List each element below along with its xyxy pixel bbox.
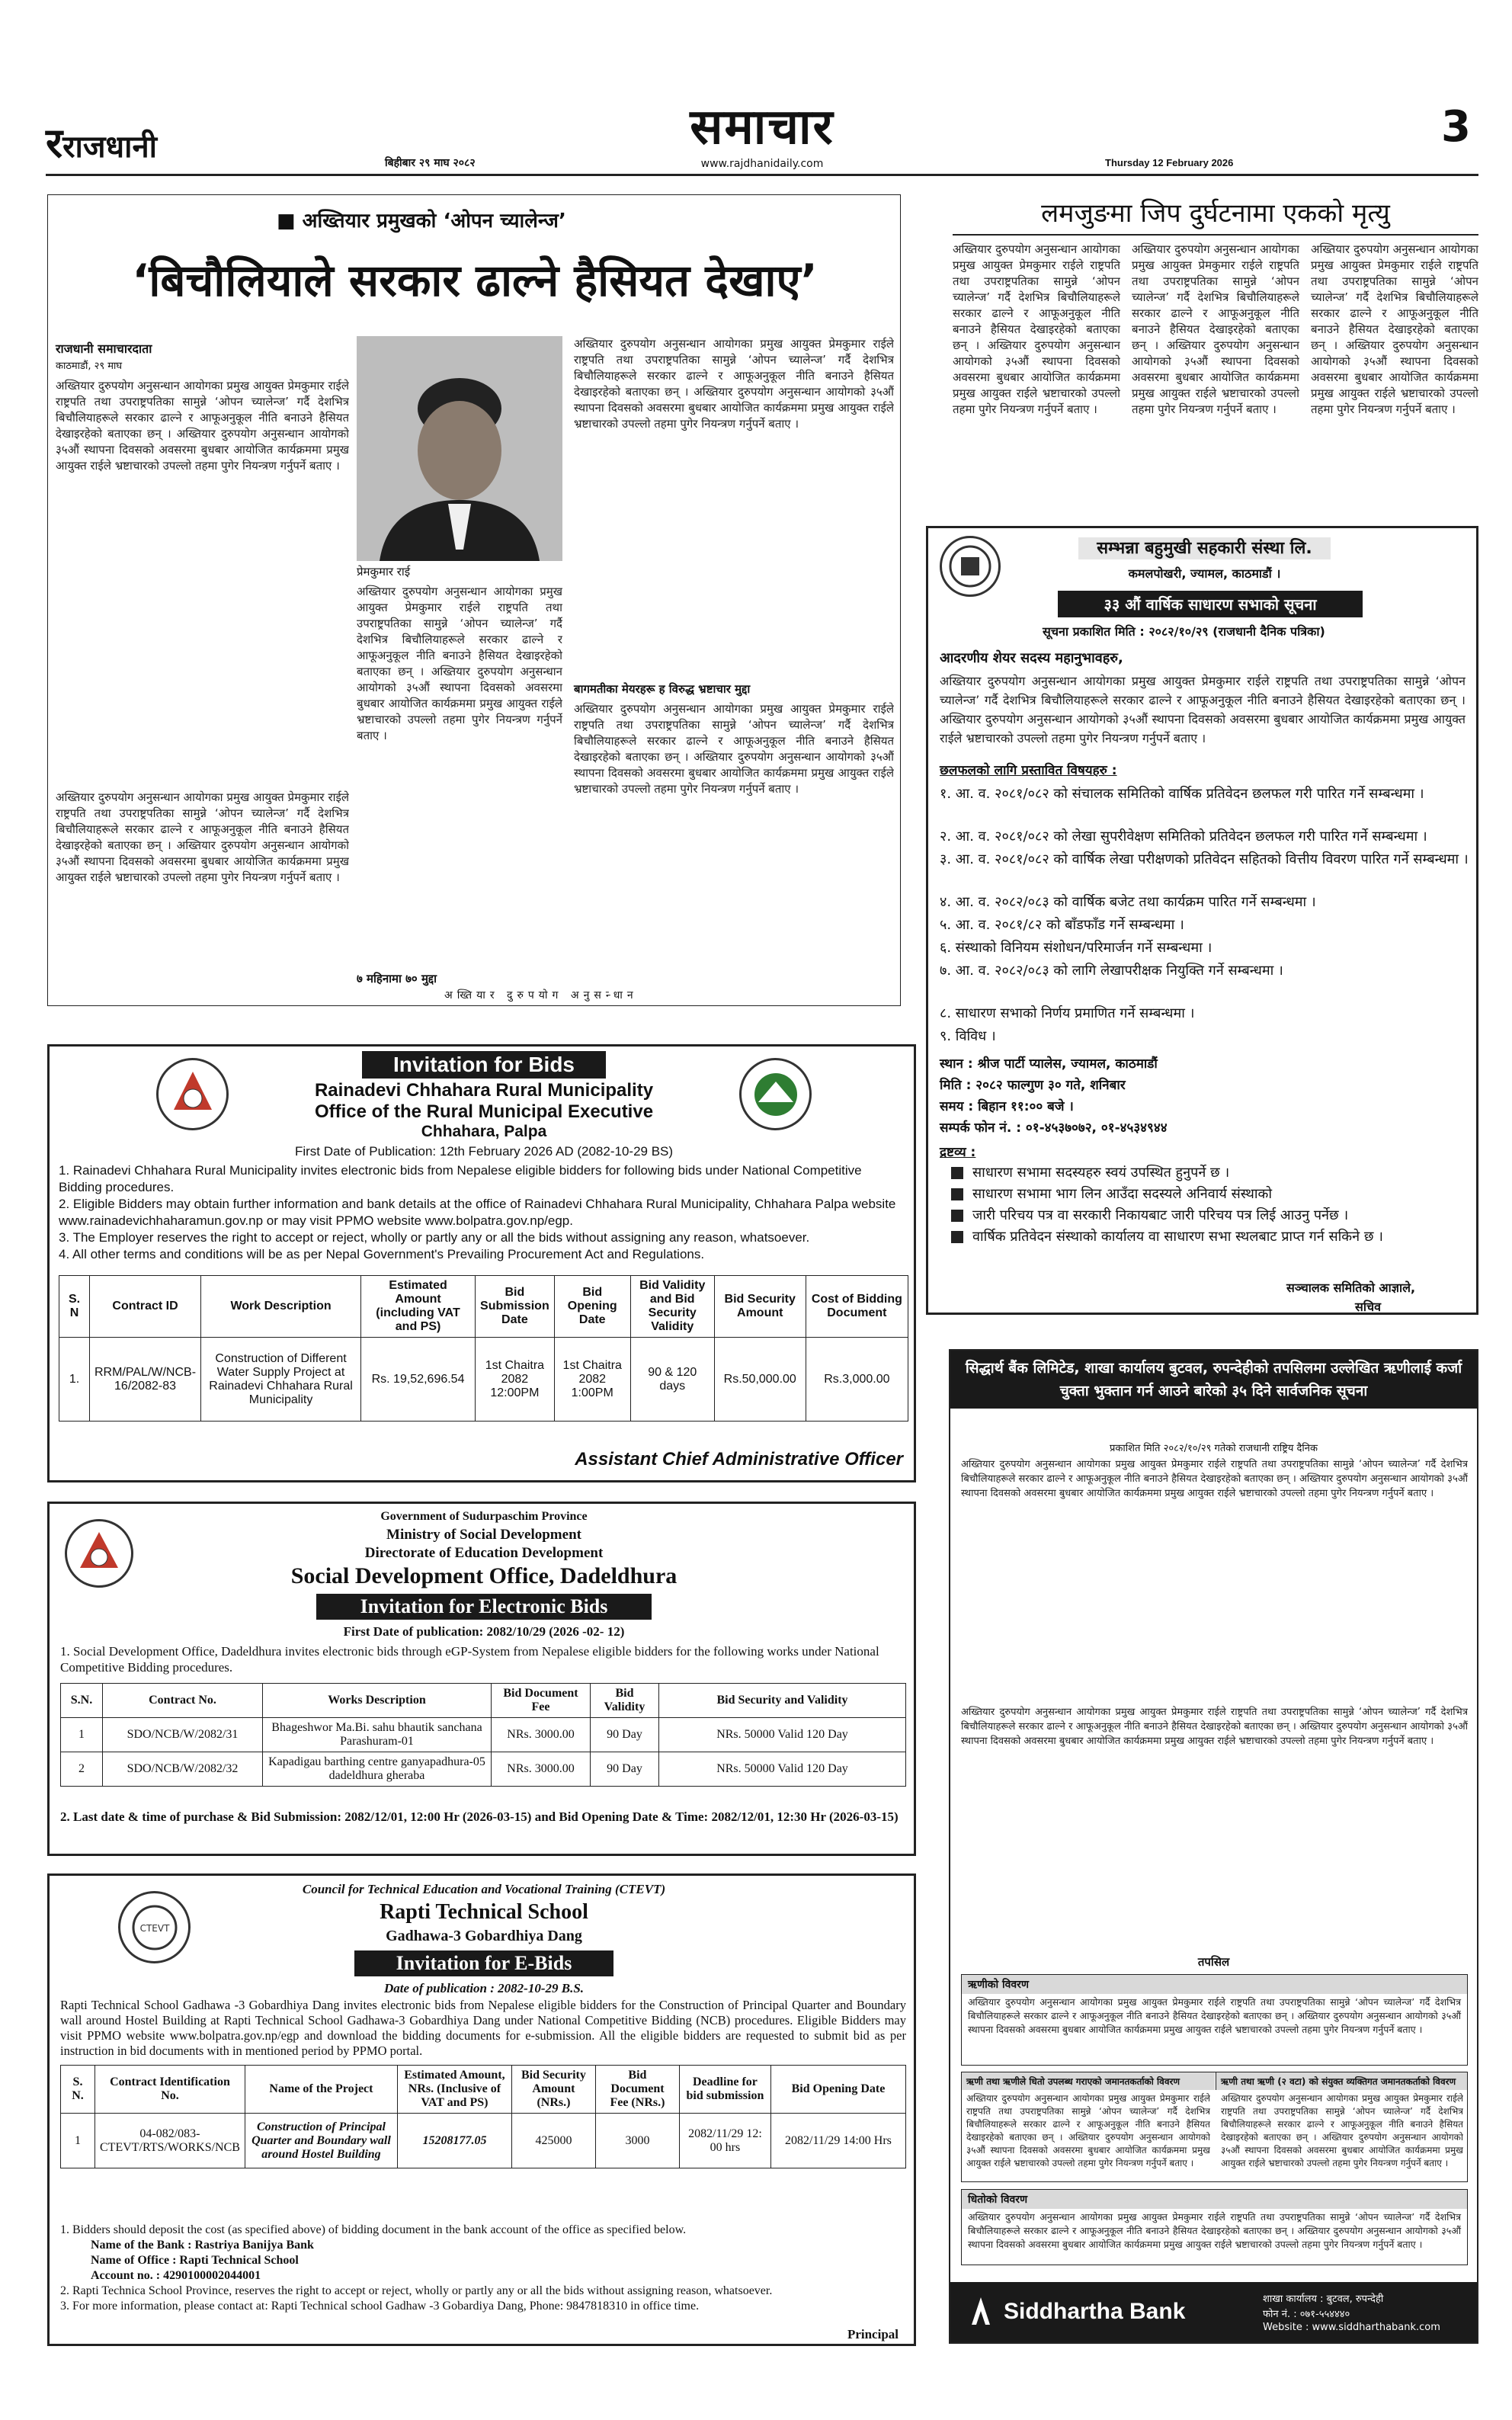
col-header: Cost of Bidding Document xyxy=(806,1276,908,1338)
bid3-intro: Rapti Technical School Gadhawa -3 Gobardhiya Dang invites electronic bids from Nepalese eligible bidders for the Construction of Principal Quarter and Boundary wall around Hostel Building at Rapti Technical School Gadhawa-3 Gobardhiya Dang under National Competitive Bidding (NCB) procedures. Eligible Bidders may visit PPMO website www.bolpatra.gov.np/egp and download the bidding documents for e-submission. All the eligible bidders are requested to submit bid as per instruction in bid documents with in mentioned period by PPMO portal. xyxy=(60,1998,906,2058)
bid1-heading: Invitation for Bids xyxy=(362,1051,606,1079)
photo-caption: प्रेमकुमार राई xyxy=(357,565,411,579)
bank-logo-text: Siddhartha Bank xyxy=(1004,2299,1186,2324)
cell: 90 Day xyxy=(591,1718,659,1752)
bank-body: अख्तियार दुरुपयोग अनुसन्धान आयोगका प्रमुख आयुक्त प्रेमकुमार राईले राष्ट्रपति तथा उपराष्ट्रपतिका सामुन्ने ‘ओपन च्यालेन्ज’ गर्दै देशभित्र बिचौलियाहरूले सरकार ढाल्ने र आफूअनुकूल नीति बनाउने हैसियत देखाइरहेको बताएका छन् । अख्तियार दुरुपयोग अनुसन्धान आयोगको ३५औं स्थापना दिवसको अवसरमा बुधबार आयोजित कार्यक्रममा प्रमुख आयुक्त राईले भ्रष्टाचारको उपल्लो तहमा पुगेर नियन्त्रण गर्नुपर्ने बताए । xyxy=(961,1459,1468,1499)
bid2-table-wrap xyxy=(60,1683,906,1787)
story-2 xyxy=(953,194,1478,499)
bank-sub2-left-body: अख्तियार दुरुपयोग अनुसन्धान आयोगका प्रमुख आयुक्त प्रेमकुमार राईले राष्ट्रपति तथा उपराष्ट्रपतिका सामुन्ने ‘ओपन च्यालेन्ज’ गर्दै देशभित्र बिचौलियाहरूले सरकार ढाल्ने र आफूअनुकूल नीति बनाउने हैसियत देखाइरहेको बताएका छन् । अख्तियार दुरुपयोग अनुसन्धान आयोगको ३५औं स्थापना दिवसको अवसरमा बुधबार आयोजित कार्यक्रममा प्रमुख आयुक्त राईले भ्रष्टाचारको उपल्लो तहमा पुगेर नियन्त्रण गर्नुपर्ने बताए । xyxy=(966,2093,1210,2168)
bank-sub2-left: ऋणी तथा ऋणीले धितो उपलब्ध गराएको जमानतकर्ताको विवरण xyxy=(962,2072,1215,2090)
bid3-address: Gadhawa-3 Gobardhiya Dang xyxy=(386,1928,582,1944)
coop-pub-date: सूचना प्रकाशित मिति : २०८२/१०/२९ (राजधानी दैनिक पत्रिका) xyxy=(1043,624,1325,639)
bid1-points xyxy=(59,1162,908,1263)
bid1-point: 3. The Employer reserves the right to accept or reject, wholly or partly any or all the bids without assigning any reason, whatsoever. xyxy=(59,1230,810,1245)
page-number: 3 xyxy=(1441,102,1471,152)
col-header: Work Description xyxy=(201,1276,361,1338)
bid3-table xyxy=(60,2065,906,2168)
date-en: Thursday 12 February 2026 xyxy=(1105,157,1234,168)
bank-sub2-right: ऋणी तथा ऋणी (२ वटा) को संयुक्त व्यक्तिगत जमानतकर्ताको विवरण xyxy=(1216,2072,1467,2090)
note-item: साधारण सभामा भाग लिन आउँदा सदस्यले अनिवार्य संस्थाको xyxy=(951,1184,1424,1205)
bullet-icon xyxy=(951,1210,963,1222)
agenda-item: ७. आ. व. २०८२/०८३ को लागि लेखापरीक्षक नियुक्ति गर्ने सम्बन्धमा । xyxy=(940,963,1283,979)
section-title: समाचार xyxy=(690,99,834,155)
col-header: Contract Identification No. xyxy=(95,2066,245,2114)
story1-col3b: अख्तियार दुरुपयोग अनुसन्धान आयोगका प्रमुख आयुक्त प्रेमकुमार राईले राष्ट्रपति तथा उपराष्ट्रपतिका सामुन्ने ‘ओपन च्यालेन्ज’ गर्दै देशभित्र बिचौलियाहरूले सरकार ढाल्ने र आफूअनुकूल नीति बनाउने हैसियत देखाइरहेको बताएका छन् । अख्तियार दुरुपयोग अनुसन्धान आयोगको ३५औं स्थापना दिवसको अवसरमा बुधबार आयोजित कार्यक्रममा प्रमुख आयुक्त राईले भ्रष्टाचारको उपल्लो तहमा पुगेर नियन्त्रण गर्नुपर्ने बताए । xyxy=(574,702,894,796)
coop-notes xyxy=(951,1162,1424,1248)
coop-signature-title: सचिव xyxy=(1355,1300,1382,1314)
col-header: Name of the Project xyxy=(245,2066,397,2114)
col-header: Estimated Amount (including VAT and PS) xyxy=(361,1276,476,1338)
coop-time: समय : बिहान ११:०० बजे । xyxy=(940,1099,1074,1114)
col-header: Deadline for bid submission xyxy=(679,2066,770,2114)
bid2-ministry: Ministry of Social Development xyxy=(386,1527,581,1543)
cell: NRs. 50000 Valid 120 Day xyxy=(659,1718,906,1752)
bid2-heading: Invitation for Electronic Bids xyxy=(316,1594,652,1620)
bank-sub3-body: अख्तियार दुरुपयोग अनुसन्धान आयोगका प्रमुख आयुक्त प्रेमकुमार राईले राष्ट्रपति तथा उपराष्ट्रपतिका सामुन्ने ‘ओपन च्यालेन्ज’ गर्दै देशभित्र बिचौलियाहरूले सरकार ढाल्ने र आफूअनुकूल नीति बनाउने हैसियत देखाइरहेको बताएका छन् । अख्तियार दुरुपयोग अनुसन्धान आयोगको ३५औं स्थापना दिवसको अवसरमा बुधबार आयोजित कार्यक्रममा प्रमुख आयुक्त राईले भ्रष्टाचारको उपल्लो तहमा पुगेर नियन्त्रण गर्नुपर्ने बताए । xyxy=(968,2211,1461,2250)
bank-section-title: तपसिल xyxy=(1197,1955,1230,1969)
bank-guarantor-box xyxy=(961,2072,1468,2182)
bullet-icon xyxy=(951,1188,963,1200)
bid3-signatory: Principal xyxy=(847,2327,899,2341)
bank-logo xyxy=(966,2294,996,2332)
agenda-item: २. आ. व. २०८१/०८२ को लेखा सुपरीवेक्षण समितिको प्रतिवेदन छलफल गरी पारित गर्ने सम्बन्धमा । xyxy=(940,829,1427,845)
coop-address: कमलपोखरी, ज्यामल, काठमाडौं । xyxy=(1128,566,1281,581)
col-header: S.N. xyxy=(61,1684,103,1718)
col-header: Bid Document Fee xyxy=(492,1684,591,1718)
table-row xyxy=(59,1338,908,1422)
cell: 2082/11/29 12: 00 hrs xyxy=(679,2114,770,2168)
bid3-council: Council for Technical Education and Vocational Training (CTEVT) xyxy=(302,1882,666,1896)
photo-prem-kumar-rai xyxy=(357,336,562,561)
cell: Rs.50,000.00 xyxy=(714,1338,806,1422)
col-header: Bid Opening Date xyxy=(770,2066,905,2114)
agenda-item: ८. साधारण सभाको निर्णय प्रमाणित गर्ने सम्बन्धमा । xyxy=(940,1005,1195,1021)
cell: 15208177.05 xyxy=(397,2114,511,2168)
person-photo-icon xyxy=(357,336,562,561)
agenda-item: ५. आ. व. २०८१/८२ को बाँडफाँड गर्ने सम्बन्धमा । xyxy=(940,917,1184,933)
kicker: ■ अख्तियार प्रमुखको ‘ओपन च्यालेन्ज’ xyxy=(277,210,566,232)
col-header: Bid Security Amount (NRs.) xyxy=(511,2066,595,2114)
col-header: Bid Security Amount xyxy=(714,1276,806,1338)
story2-col1: अख्तियार दुरुपयोग अनुसन्धान आयोगका प्रमुख आयुक्त प्रेमकुमार राईले राष्ट्रपति तथा उपराष्ट्रपतिका सामुन्ने ‘ओपन च्यालेन्ज’ गर्दै देशभित्र बिचौलियाहरूले सरकार ढाल्ने र आफूअनुकूल नीति बनाउने हैसियत देखाइरहेको बताएका छन् । अख्तियार दुरुपयोग अनुसन्धान आयोगको ३५औं स्थापना दिवसको अवसरमा बुधबार आयोजित कार्यक्रममा प्रमुख आयुक्त राईले भ्रष्टाचारको उपल्लो तहमा पुगेर नियन्त्रण गर्नुपर्ने बताए । xyxy=(953,242,1120,416)
story1-col1: अख्तियार दुरुपयोग अनुसन्धान आयोगका प्रमुख आयुक्त प्रेमकुमार राईले राष्ट्रपति तथा उपराष्ट्रपतिका सामुन्ने ‘ओपन च्यालेन्ज’ गर्दै देशभित्र बिचौलियाहरूले सरकार ढाल्ने र आफूअनुकूल नीति बनाउने हैसियत देखाइरहेको बताएका छन् । अख्तियार दुरुपयोग अनुसन्धान आयोगको ३५औं स्थापना दिवसको अवसरमा बुधबार आयोजित कार्यक्रममा प्रमुख आयुक्त राईले भ्रष्टाचारको उपल्लो तहमा पुगेर नियन्त्रण गर्नुपर्ने बताए । xyxy=(56,379,349,473)
cell: Rs.3,000.00 xyxy=(806,1338,908,1422)
cell: 1 xyxy=(61,1718,103,1752)
cell: Bhageshwor Ma.Bi. sahu bhautik sanchana Parashuram-01 xyxy=(263,1718,492,1752)
agenda-item: ९. विविध । xyxy=(940,1028,996,1044)
cell: Rs. 19,52,696.54 xyxy=(361,1338,476,1422)
bank-branch: शाखा कार्यालय : बुटवल, रुपन्देही xyxy=(1263,2293,1384,2305)
coop-notice xyxy=(926,526,1478,1315)
cell: Construction of Principal Quarter and Boundary wall around Hostel Building xyxy=(245,2114,397,2168)
bank-notice xyxy=(949,1349,1478,2344)
coop-org-name: सम्भन्ना बहुमुखी सहकारी संस्था लि. xyxy=(928,536,1481,559)
cell: 1. xyxy=(59,1338,90,1422)
footer-strip: अख्तियार दुरुपयोग अनुसन्धान xyxy=(444,989,638,1002)
bank-collateral-box xyxy=(961,2189,1468,2265)
cell: 2082/11/29 14:00 Hrs xyxy=(770,2114,905,2168)
col-header: Bid Document Fee (NRs.) xyxy=(595,2066,679,2114)
bid1-table-wrap xyxy=(59,1275,908,1422)
col-header: Bid Validity xyxy=(591,1684,659,1718)
bid2-pub-line: First Date of publication: 2082/10/29 (2026 -02- 12) xyxy=(343,1624,625,1639)
bid1-table xyxy=(59,1275,908,1422)
story1-col2: अख्तियार दुरुपयोग अनुसन्धान आयोगका प्रमुख आयुक्त प्रेमकुमार राईले राष्ट्रपति तथा उपराष्ट्रपतिका सामुन्ने ‘ओपन च्यालेन्ज’ गर्दै देशभित्र बिचौलियाहरूले सरकार ढाल्ने र आफूअनुकूल नीति बनाउने हैसियत देखाइरहेको बताएका छन् । अख्तियार दुरुपयोग अनुसन्धान आयोगको ३५औं स्थापना दिवसको अवसरमा बुधबार आयोजित कार्यक्रममा प्रमुख आयुक्त राईले भ्रष्टाचारको उपल्लो तहमा पुगेर नियन्त्रण गर्नुपर्ने बताए । xyxy=(357,585,562,742)
bid1-point: 4. All other terms and conditions will be as per Nepal Government's Prevailing Procurement Act and Regulations. xyxy=(59,1247,705,1261)
bid3-pub-line: Date of publication : 2082-10-29 B.S. xyxy=(383,1981,585,1995)
cell: NRs. 3000.00 xyxy=(492,1752,591,1787)
bank-sub3: धितोको विवरण xyxy=(962,2190,1467,2209)
bid3-note: Name of the Bank : Rastriya Banijya Bank xyxy=(91,2239,314,2252)
bank-website: Website : www.siddharthabank.com xyxy=(1263,2322,1440,2333)
bank-sub1: ऋणीको विवरण xyxy=(962,1975,1467,1994)
logo-mark-icon: र xyxy=(46,119,63,167)
cell: 1st Chaitra 2082 1:00PM xyxy=(554,1338,630,1422)
bid3-note: 2. Rapti Technica School Province, reserves the right to accept or reject, wholly or partly any or all the bids without assigning reason, whatsoever. xyxy=(60,2284,773,2297)
table-row xyxy=(61,1752,906,1787)
note-item: वार्षिक प्रतिवेदन संस्थाको कार्यालय वा साधारण सभा स्थलबाट प्राप्त गर्न सकिने छ । xyxy=(951,1226,1424,1248)
cell: SDO/NCB/W/2082/31 xyxy=(103,1718,263,1752)
bid-notice-rainadevi xyxy=(47,1044,916,1482)
cell: SDO/NCB/W/2082/32 xyxy=(103,1752,263,1787)
coop-venue: स्थान : श्रीज पार्टी प्यालेस, ज्यामल, काठमाडौं xyxy=(940,1056,1158,1072)
section-title-block xyxy=(625,91,899,170)
bank-footer xyxy=(950,2282,1477,2342)
bid3-note: Name of Office : Rapti Technical School xyxy=(91,2254,299,2267)
subhead-2: ७ महिनामा ७० मुद्दा xyxy=(357,972,437,986)
masthead xyxy=(46,91,1478,175)
cell: 2 xyxy=(61,1752,103,1787)
coop-salutation: आदरणीय शेयर सदस्य महानुभावहरु, xyxy=(940,650,1123,666)
byline: राजधानी समाचारदाता xyxy=(56,341,152,356)
coop-title: ३३ औं वार्षिक साधारण सभाको सूचना xyxy=(1058,591,1363,617)
bid3-note: Account no. : 4290100002044001 xyxy=(91,2269,261,2282)
bid2-gov: Government of Sudurpaschim Province xyxy=(380,1510,588,1523)
col-header: Bid Validity and Bid Security Validity xyxy=(630,1276,714,1338)
bank-sub1-body: अख्तियार दुरुपयोग अनुसन्धान आयोगका प्रमुख आयुक्त प्रेमकुमार राईले राष्ट्रपति तथा उपराष्ट्रपतिका सामुन्ने ‘ओपन च्यालेन्ज’ गर्दै देशभित्र बिचौलियाहरूले सरकार ढाल्ने र आफूअनुकूल नीति बनाउने हैसियत देखाइरहेको बताएका छन् । अख्तियार दुरुपयोग अनुसन्धान आयोगको ३५औं स्थापना दिवसको अवसरमा बुधबार आयोजित कार्यक्रममा प्रमुख आयुक्त राईले भ्रष्टाचारको उपल्लो तहमा पुगेर नियन्त्रण गर्नुपर्ने बताए । xyxy=(968,1996,1461,2035)
cell: NRs. 50000 Valid 120 Day xyxy=(659,1752,906,1787)
bid3-school: Rapti Technical School xyxy=(380,1900,588,1924)
bank-phone: फोन नं. : ०७१-५५४४४० xyxy=(1263,2309,1350,2320)
agenda-item: ६. संस्थाको विनियम संशोधन/परिमार्जन गर्ने सम्बन्धमा । xyxy=(940,940,1212,956)
col-header: Works Description xyxy=(263,1684,492,1718)
coop-agenda xyxy=(940,784,1469,1049)
col-header: S. N. xyxy=(61,2066,95,2114)
col-header: Bid Security and Validity xyxy=(659,1684,906,1718)
masthead-rule xyxy=(46,174,1478,176)
story-1 xyxy=(47,194,901,1006)
bid1-point: 2. Eligible Bidders may obtain further information and bank details at the office of Rainadevi Chhahara Rural Municipality, Chhahara Palpa website www.rainadevichhaharamun.gov.np or may visit PPMO website www.bolpatra.gov.np/egp. xyxy=(59,1197,896,1228)
bid3-table-wrap xyxy=(60,2065,906,2168)
coop-date: मिति : २०८२ फाल्गुण ३० गते, शनिबार xyxy=(940,1078,1126,1093)
logo: रराजधानी xyxy=(46,119,158,167)
bid1-point: 1. Rainadevi Chhahara Rural Municipality invites electronic bids from Nepalese eligible bidders for following bids under National Competitive Bidding procedures. xyxy=(59,1163,862,1194)
bank-title: सिद्धार्थ बैंक लिमिटेड, शाखा कार्यालय बुटवल, रुपन्देहीको तपसिलमा उल्लेखित ऋणीलाई कर्जा चुक्ता भुक्तान गर्न आउने बारेको ३५ दिने सार्वजनिक सूचना xyxy=(950,1351,1477,1409)
date-np: बिहीबार २९ माघ २०८२ xyxy=(385,157,476,169)
bid1-org1: Rainadevi Chhahara Rural Municipality xyxy=(314,1080,654,1101)
story2-col2: अख्तियार दुरुपयोग अनुसन्धान आयोगका प्रमुख आयुक्त प्रेमकुमार राईले राष्ट्रपति तथा उपराष्ट्रपतिका सामुन्ने ‘ओपन च्यालेन्ज’ गर्दै देशभित्र बिचौलियाहरूले सरकार ढाल्ने र आफूअनुकूल नीति बनाउने हैसियत देखाइरहेको बताएका छन् । अख्तियार दुरुपयोग अनुसन्धान आयोगको ३५औं स्थापना दिवसको अवसरमा बुधबार आयोजित कार्यक्रममा प्रमुख आयुक्त राईले भ्रष्टाचारको उपल्लो तहमा पुगेर नियन्त्रण गर्नुपर्ने बताए । xyxy=(1132,242,1299,416)
cell: Kapadigau barthing centre ganyapadhura-05 dadeldhura gheraba xyxy=(263,1752,492,1787)
cell: 90 & 120 days xyxy=(630,1338,714,1422)
cell: 425000 xyxy=(511,2114,595,2168)
bullet-icon xyxy=(951,1167,963,1179)
bank-sub2-right-body: अख्तियार दुरुपयोग अनुसन्धान आयोगका प्रमुख आयुक्त प्रेमकुमार राईले राष्ट्रपति तथा उपराष्ट्रपतिका सामुन्ने ‘ओपन च्यालेन्ज’ गर्दै देशभित्र बिचौलियाहरूले सरकार ढाल्ने र आफूअनुकूल नीति बनाउने हैसियत देखाइरहेको बताएका छन् । अख्तियार दुरुपयोग अनुसन्धान आयोगको ३५औं स्थापना दिवसको अवसरमा बुधबार आयोजित कार्यक्रममा प्रमुख आयुक्त राईले भ्रष्टाचारको उपल्लो तहमा पुगेर नियन्त्रण गर्नुपर्ने बताए । xyxy=(1221,2093,1463,2168)
svg-text:CTEVT: CTEVT xyxy=(139,1922,169,1934)
siddhartha-bank-logo-icon xyxy=(966,2294,996,2329)
story2-headline: लमजुङमा जिप दुर्घटनामा एकको मृत्यु xyxy=(1041,198,1390,229)
bid2-office: Social Development Office, Dadeldhura xyxy=(290,1563,678,1588)
coop-contact: सम्पर्क फोन नं. : ०१-४५३७०७२, ०१-४५३४९४४ xyxy=(940,1120,1168,1136)
subhead-1: बागमतीका मेयरहरू ह विरुद्ध भ्रष्टाचार मुद्दा xyxy=(574,682,751,696)
dateline: काठमाडौं, २९ माघ xyxy=(56,361,123,372)
bid1-signatory: Assistant Chief Administrative Officer xyxy=(575,1449,903,1470)
table-header-row xyxy=(61,2066,906,2114)
bullet-icon xyxy=(951,1231,963,1243)
col-header: Bid Submission Date xyxy=(476,1276,555,1338)
cell: NRs. 3000.00 xyxy=(492,1718,591,1752)
bid1-org2: Office of the Rural Municipal Executive xyxy=(314,1101,654,1122)
note-item: साधारण सभामा सदस्यहरु स्वयं उपस्थित हुनुपर्ने छ । xyxy=(951,1162,1424,1184)
col-header: Contract ID xyxy=(90,1276,201,1338)
table-row xyxy=(61,2114,906,2168)
table-row xyxy=(61,1718,906,1752)
bid1-org3: Chhahara, Palpa xyxy=(421,1123,547,1140)
agenda-item: ३. आ. व. २०८१/०८२ को वार्षिक लेखा परीक्षणको प्रतिवेदन सहितको वित्तीय विवरण पारित गर्ने सम्बन्धमा । xyxy=(940,851,1469,867)
story2-col3: अख्तियार दुरुपयोग अनुसन्धान आयोगका प्रमुख आयुक्त प्रेमकुमार राईले राष्ट्रपति तथा उपराष्ट्रपतिका सामुन्ने ‘ओपन च्यालेन्ज’ गर्दै देशभित्र बिचौलियाहरूले सरकार ढाल्ने र आफूअनुकूल नीति बनाउने हैसियत देखाइरहेको बताएका छन् । अख्तियार दुरुपयोग अनुसन्धान आयोगको ३५औं स्थापना दिवसको अवसरमा बुधबार आयोजित कार्यक्रममा प्रमुख आयुक्त राईले भ्रष्टाचारको उपल्लो तहमा पुगेर नियन्त्रण गर्नुपर्ने बताए । xyxy=(1311,242,1478,416)
table-header-row xyxy=(59,1276,908,1338)
story1-col1b: अख्तियार दुरुपयोग अनुसन्धान आयोगका प्रमुख आयुक्त प्रेमकुमार राईले राष्ट्रपति तथा उपराष्ट्रपतिका सामुन्ने ‘ओपन च्यालेन्ज’ गर्दै देशभित्र बिचौलियाहरूले सरकार ढाल्ने र आफूअनुकूल नीति बनाउने हैसियत देखाइरहेको बताएका छन् । अख्तियार दुरुपयोग अनुसन्धान आयोगको ३५औं स्थापना दिवसको अवसरमा बुधबार आयोजित कार्यक्रममा प्रमुख आयुक्त राईले भ्रष्टाचारको उपल्लो तहमा पुगेर नियन्त्रण गर्नुपर्ने बताए । xyxy=(56,790,349,884)
agenda-item: ४. आ. व. २०८२/०८३ को वार्षिक बजेट तथा कार्यक्रम पारित गर्ने सम्बन्धमा । xyxy=(940,894,1316,910)
story1-col3: अख्तियार दुरुपयोग अनुसन्धान आयोगका प्रमुख आयुक्त प्रेमकुमार राईले राष्ट्रपति तथा उपराष्ट्रपतिका सामुन्ने ‘ओपन च्यालेन्ज’ गर्दै देशभित्र बिचौलियाहरूले सरकार ढाल्ने र आफूअनुकूल नीति बनाउने हैसियत देखाइरहेको बताएका छन् । अख्तियार दुरुपयोग अनुसन्धान आयोगको ३५औं स्थापना दिवसको अवसरमा बुधबार आयोजित कार्यक्रममा प्रमुख आयुक्त राईले भ्रष्टाचारको उपल्लो तहमा पुगेर नियन्त्रण गर्नुपर्ने बताए । xyxy=(574,337,894,431)
cell: 1st Chaitra 2082 12:00PM xyxy=(476,1338,555,1422)
bid2-point1: 1. Social Development Office, Dadeldhura invites electronic bids through eGP-System from Nepalese eligible bidders for the following works under National Competitive Bidding procedures. xyxy=(60,1644,879,1675)
bid3-heading: Invitation for E-Bids xyxy=(354,1950,613,1976)
col-header: S. N xyxy=(59,1276,90,1338)
website: www.rajdhanidaily.com xyxy=(700,158,824,170)
bid-notice-rapti xyxy=(47,1873,916,2346)
col-header: Contract No. xyxy=(103,1684,263,1718)
cell: Construction of Different Water Supply Project at Rainadevi Chhahara Rural Municipality xyxy=(201,1338,361,1422)
coop-agenda-heading: छलफलको लागि प्रस्तावित विषयहरु : xyxy=(940,763,1117,778)
bid2-table xyxy=(60,1683,906,1787)
bid2-point2: 2. Last date & time of purchase & Bid Submission: 2082/12/01, 12:00 Hr (2026-03-15) and Bid Opening Date & Time: 2082/12/01, 12:30 Hr (2026-03-15) xyxy=(60,1809,899,1824)
table-header-row xyxy=(61,1684,906,1718)
note-item: जारी परिचय पत्र वा सरकारी निकायबाट जारी परिचय पत्र लिई आउनु पर्नेछ । xyxy=(951,1205,1424,1226)
cell: RRM/PAL/W/NCB-16/2082-83 xyxy=(90,1338,201,1422)
headline: ‘बिचौलियाले सरकार ढाल्ने हैसियत देखाए’ xyxy=(132,255,818,306)
cell: 1 xyxy=(61,2114,95,2168)
bid1-pub-line: First Date of Publication: 12th February 2026 AD (2082-10-29 BS) xyxy=(294,1144,674,1159)
cell: 04-082/083-CTEVT/RTS/WORKS/NCB xyxy=(95,2114,245,2168)
agenda-item: १. आ. व. २०८१/०८२ को संचालक समितिको वार्षिक प्रतिवेदन छलफल गरी पारित गर्ने सम्बन्धमा । xyxy=(940,786,1424,802)
bid3-notes xyxy=(60,2223,906,2314)
bid3-note: 1. Bidders should deposit the cost (as specified above) of bidding document in the bank account of the office as specified below. xyxy=(60,2223,687,2236)
bid3-note: 3. For more information, please contact at: Rapti Technical school Gadhaw -3 Gobardiya Dang, Phone: 9847818310 in office time. xyxy=(60,2300,700,2313)
bank-pub-line: प्रकाशित मिति २०८२/१०/२९ गतेको राजधानी राष्ट्रिय दैनिक xyxy=(1110,1443,1318,1454)
coop-signature: सञ्चालक समितिको आज्ञाले, xyxy=(1286,1281,1416,1295)
cell: 90 Day xyxy=(591,1752,659,1787)
col-header: Bid Opening Date xyxy=(554,1276,630,1338)
bank-borrower-box xyxy=(961,1974,1468,2066)
bid2-directorate: Directorate of Education Development xyxy=(364,1545,604,1561)
bank-body-2: अख्तियार दुरुपयोग अनुसन्धान आयोगका प्रमुख आयुक्त प्रेमकुमार राईले राष्ट्रपति तथा उपराष्ट्रपतिका सामुन्ने ‘ओपन च्यालेन्ज’ गर्दै देशभित्र बिचौलियाहरूले सरकार ढाल्ने र आफूअनुकूल नीति बनाउने हैसियत देखाइरहेको बताएका छन् । अख्तियार दुरुपयोग अनुसन्धान आयोगको ३५औं स्थापना दिवसको अवसरमा बुधबार आयोजित कार्यक्रममा प्रमुख आयुक्त राईले भ्रष्टाचारको उपल्लो तहमा पुगेर नियन्त्रण गर्नुपर्ने बताए । xyxy=(961,1707,1468,1747)
cell: 3000 xyxy=(595,2114,679,2168)
coop-notes-heading: द्रष्टव्य : xyxy=(940,1145,976,1160)
coop-intro: अख्तियार दुरुपयोग अनुसन्धान आयोगका प्रमुख आयुक्त प्रेमकुमार राईले राष्ट्रपति तथा उपराष्ट्रपतिका सामुन्ने ‘ओपन च्यालेन्ज’ गर्दै देशभित्र बिचौलियाहरूले सरकार ढाल्ने र आफूअनुकूल नीति बनाउने हैसियत देखाइरहेको बताएका छन् । अख्तियार दुरुपयोग अनुसन्धान आयोगको ३५औं स्थापना दिवसको अवसरमा बुधबार आयोजित कार्यक्रममा प्रमुख आयुक्त राईले भ्रष्टाचारको उपल्लो तहमा पुगेर नियन्त्रण गर्नुपर्ने बताए । xyxy=(940,674,1466,745)
col-header: Estimated Amount, NRs. (Inclusive of VAT and PS) xyxy=(397,2066,511,2114)
bid-notice-dadeldhura xyxy=(47,1502,916,1856)
story2-rule xyxy=(953,234,1478,236)
